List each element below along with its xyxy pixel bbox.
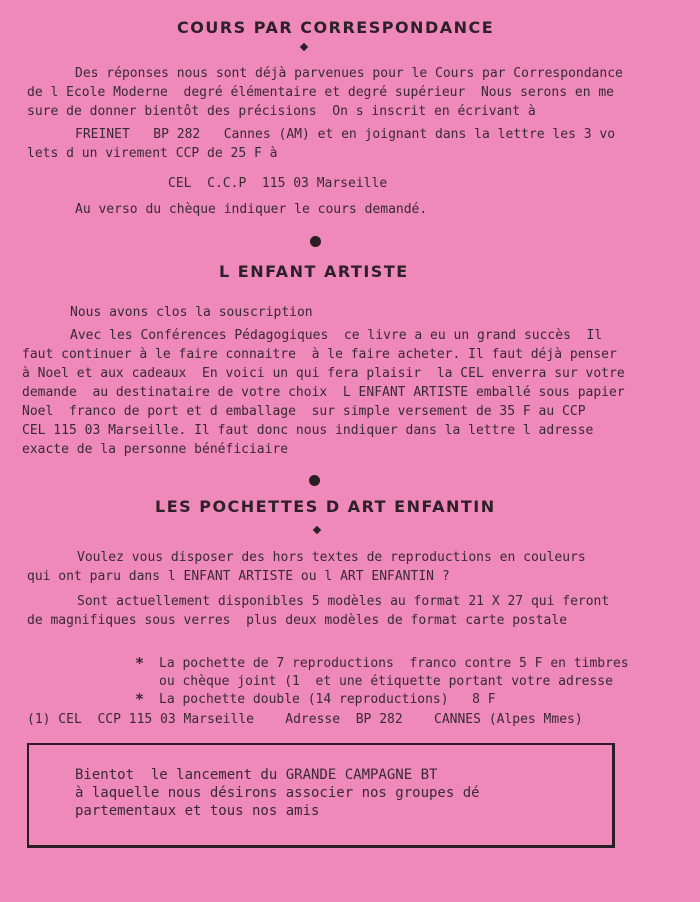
section-title-pochettes: LES POCHETTES D ART ENFANTIN	[155, 497, 496, 516]
footnote: (1) CEL CCP 115 03 Marseille Adresse BP 282 CANNES (Alpes Mmes)	[27, 712, 583, 727]
list-item: La pochette double (14 reproductions) 8 F	[159, 692, 496, 707]
paragraph-line: Avec les Conférences Pédagogiques ce livre a eu un grand succès Il	[70, 328, 603, 343]
paragraph-line: Noel franco de port et d emballage sur simple versement de 35 F au CCP	[22, 404, 586, 419]
paragraph-line: Au verso du chèque indiquer le cours demandé.	[75, 202, 428, 217]
paragraph-line: Des réponses nous sont déjà parvenues pour le Cours par Correspondance	[75, 66, 623, 81]
announcement-line: Bientot le lancement du GRANDE CAMPAGNE BT	[75, 767, 438, 783]
address-line: CEL C.C.P 115 03 Marseille	[168, 176, 388, 191]
paragraph-line: faut continuer à le faire connaitre à le faire acheter. Il faut déjà penser	[22, 347, 617, 362]
paragraph-line: sure de donner bientôt des précisions On s inscrit en écrivant à	[27, 104, 536, 119]
bullet-dot-icon	[309, 475, 320, 486]
section-title-cours: COURS PAR CORRESPONDANCE	[177, 18, 495, 37]
paragraph-line: de l Ecole Moderne degré élémentaire et degré supérieur Nous serons en me	[27, 85, 614, 100]
paragraph-line: Sont actuellement disponibles 5 modèles au format 21 X 27 qui feront	[77, 594, 610, 609]
paragraph-line: CEL 115 03 Marseille. Il faut donc nous indiquer dans la lettre l adresse	[22, 423, 594, 438]
paragraph-line: à Noel et aux cadeaux En voici un qui fera plaisir la CEL enverra sur votre	[22, 366, 625, 381]
asterisk-icon: *	[135, 654, 145, 672]
list-item: La pochette de 7 reproductions franco contre 5 F en timbres	[159, 656, 629, 671]
announcement-line: partementaux et tous nos amis	[75, 803, 320, 819]
paragraph-line: FREINET BP 282 Cannes (AM) et en joignant dans la lettre les 3 vo	[75, 127, 616, 142]
paragraph-line: qui ont paru dans l ENFANT ARTISTE ou l ART ENFANTIN ?	[27, 569, 450, 584]
announcement-box	[27, 743, 615, 848]
diamond-icon	[300, 43, 308, 51]
paragraph-line: lets d un virement CCP de 25 F à	[27, 146, 278, 161]
paragraph-line: Voulez vous disposer des hors textes de reproductions en couleurs	[77, 550, 586, 565]
bullet-dot-icon	[310, 236, 321, 247]
diamond-icon	[313, 526, 321, 534]
list-item: ou chèque joint (1 et une étiquette portant votre adresse	[159, 674, 613, 689]
paragraph-line: Nous avons clos la souscription	[70, 305, 313, 320]
paragraph-line: exacte de la personne bénéficiaire	[22, 442, 289, 457]
paragraph-line: de magnifiques sous verres plus deux modèles de format carte postale	[27, 613, 568, 628]
announcement-line: à laquelle nous désirons associer nos groupes dé	[75, 785, 480, 801]
asterisk-icon: *	[135, 690, 145, 708]
section-title-enfant-artiste: L ENFANT ARTISTE	[219, 262, 409, 281]
paragraph-line: demande au destinataire de votre choix L ENFANT ARTISTE emballé sous papier	[22, 385, 625, 400]
